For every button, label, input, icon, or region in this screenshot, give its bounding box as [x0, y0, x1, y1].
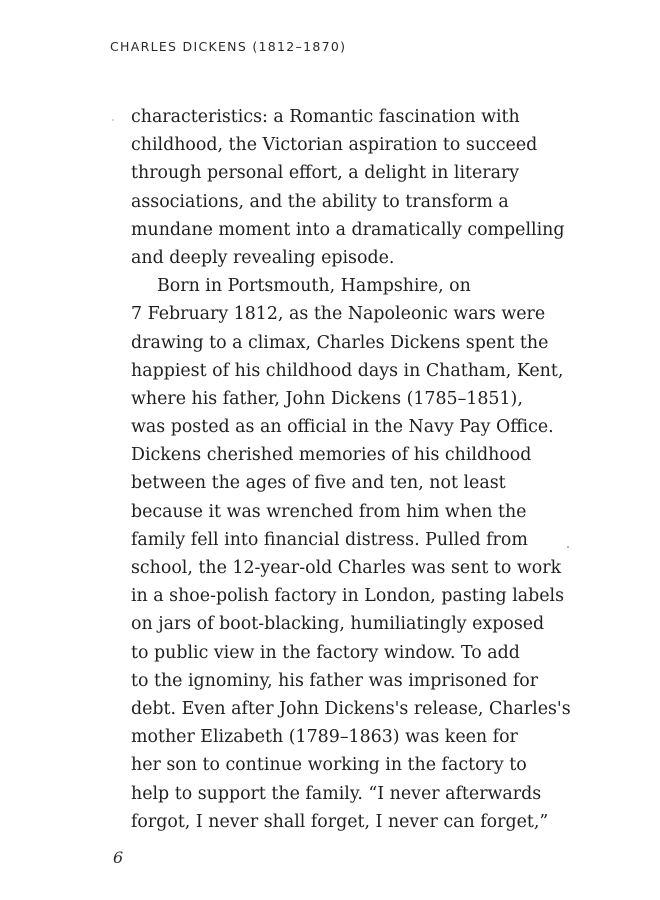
text-line: Dickens cherished memories of his childhood	[131, 445, 532, 466]
body-text	[131, 103, 571, 836]
text-line: drawing to a climax, Charles Dickens spent the	[131, 332, 549, 353]
text-line: mundane moment into a dramatically compelling	[131, 219, 565, 240]
text-line: debt. Even after John Dickens's release, Charles's	[131, 698, 571, 719]
text-line: to the ignominy, his father was imprisoned for	[131, 670, 539, 691]
text-line: associations, and the ability to transform a	[131, 191, 509, 212]
text-line: childhood, the Victorian aspiration to succeed	[131, 135, 538, 156]
text-line: to public view in the factory window. To add	[131, 642, 520, 663]
text-line: family fell into financial distress. Pulled from	[131, 529, 528, 550]
text-line: through personal effort, a delight in literary	[131, 163, 520, 184]
text-line: because it was wrenched from him when the	[131, 501, 527, 522]
scan-speck	[567, 546, 569, 548]
text-line: and deeply revealing episode.	[131, 247, 395, 268]
text-line: forgot, I never shall forget, I never can forget,”	[131, 811, 549, 832]
paragraph-start-line: Born in Portsmouth, Hampshire, on	[157, 276, 471, 297]
text-line: her son to continue working in the factory to	[131, 755, 527, 776]
text-line: characteristics: a Romantic fascination with	[131, 107, 520, 127]
text-line: was posted as an official in the Navy Pay Office.	[131, 417, 554, 438]
text-line: school, the 12-year-old Charles was sent to work	[131, 558, 562, 578]
text-line: happiest of his childhood days in Chatham, Kent,	[131, 360, 564, 381]
scan-speck	[112, 119, 114, 121]
text-line: in a shoe-polish factory in London, pasting labels	[131, 586, 565, 607]
text-line: 7 February 1812, as the Napoleonic wars were	[131, 304, 546, 325]
running-header: CHARLES DICKENS (1812–1870)	[110, 39, 347, 54]
text-line: mother Elizabeth (1789–1863) was keen for	[131, 727, 518, 748]
text-line: where his father, John Dickens (1785–1851),	[131, 388, 523, 409]
text-line: on jars of boot-blacking, humiliatingly exposed	[131, 614, 545, 635]
text-line: between the ages of five and ten, not least	[131, 473, 506, 494]
page-number: 6	[113, 848, 124, 867]
text-line: help to support the family. “I never afterwards	[131, 783, 542, 804]
